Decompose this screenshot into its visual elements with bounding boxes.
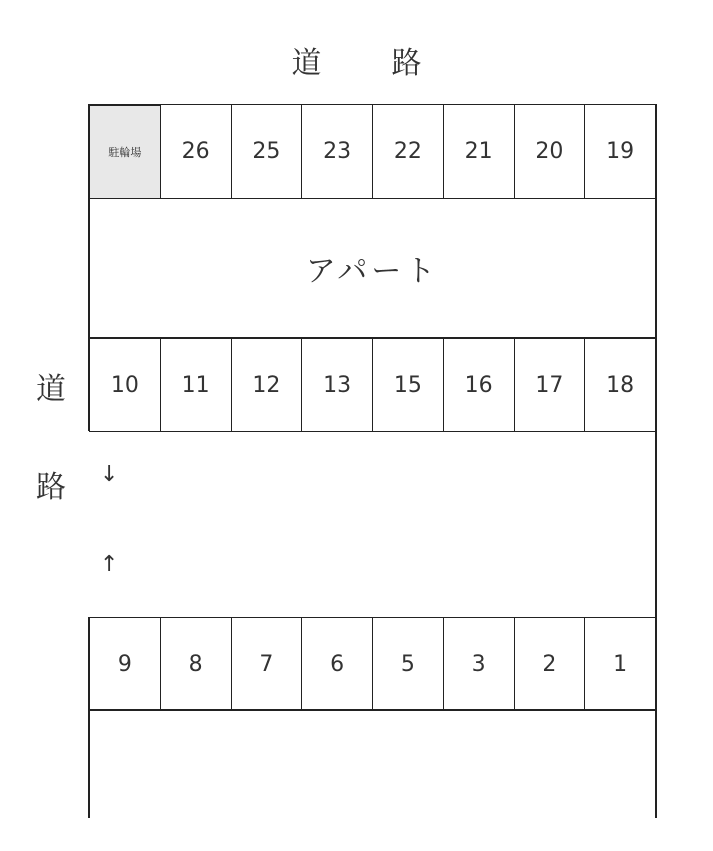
parking-space: 3 <box>444 617 515 711</box>
bike-parking: 駐輪場 <box>89 104 161 199</box>
parking-space: 16 <box>444 338 515 432</box>
parking-space: 9 <box>89 617 161 711</box>
parking-space: 7 <box>232 617 303 711</box>
top-road-label: 道 路 <box>291 46 442 81</box>
parking-space: 23 <box>302 104 373 199</box>
parking-space: 25 <box>232 104 303 199</box>
parking-space: 20 <box>515 104 586 199</box>
parking-space: 1 <box>585 617 656 711</box>
arrow-up-icon: ↑ <box>100 552 119 577</box>
parking-space: 21 <box>444 104 515 199</box>
apartment-building: アパート <box>305 254 440 289</box>
side-road-label-1: 道 <box>36 372 66 407</box>
bottom-row-lower-line <box>89 709 656 711</box>
parking-space: 6 <box>302 617 373 711</box>
side-road-label-2: 路 <box>36 470 66 505</box>
parking-space: 8 <box>161 617 232 711</box>
parking-space: 19 <box>585 104 656 199</box>
top-parking-row <box>89 104 656 199</box>
parking-space: 18 <box>585 338 656 432</box>
parking-space: 26 <box>161 104 232 199</box>
parking-space: 15 <box>373 338 444 432</box>
parking-space: 11 <box>161 338 232 432</box>
parking-space: 10 <box>89 338 161 432</box>
bottom-parking-row <box>89 617 656 711</box>
parking-space: 17 <box>515 338 586 432</box>
parking-space: 13 <box>302 338 373 432</box>
parking-space: 5 <box>373 617 444 711</box>
arrow-down-icon: ↓ <box>100 462 119 487</box>
parking-space: 2 <box>515 617 586 711</box>
parking-space: 22 <box>373 104 444 199</box>
middle-parking-row <box>89 338 656 432</box>
parking-space: 12 <box>232 338 303 432</box>
